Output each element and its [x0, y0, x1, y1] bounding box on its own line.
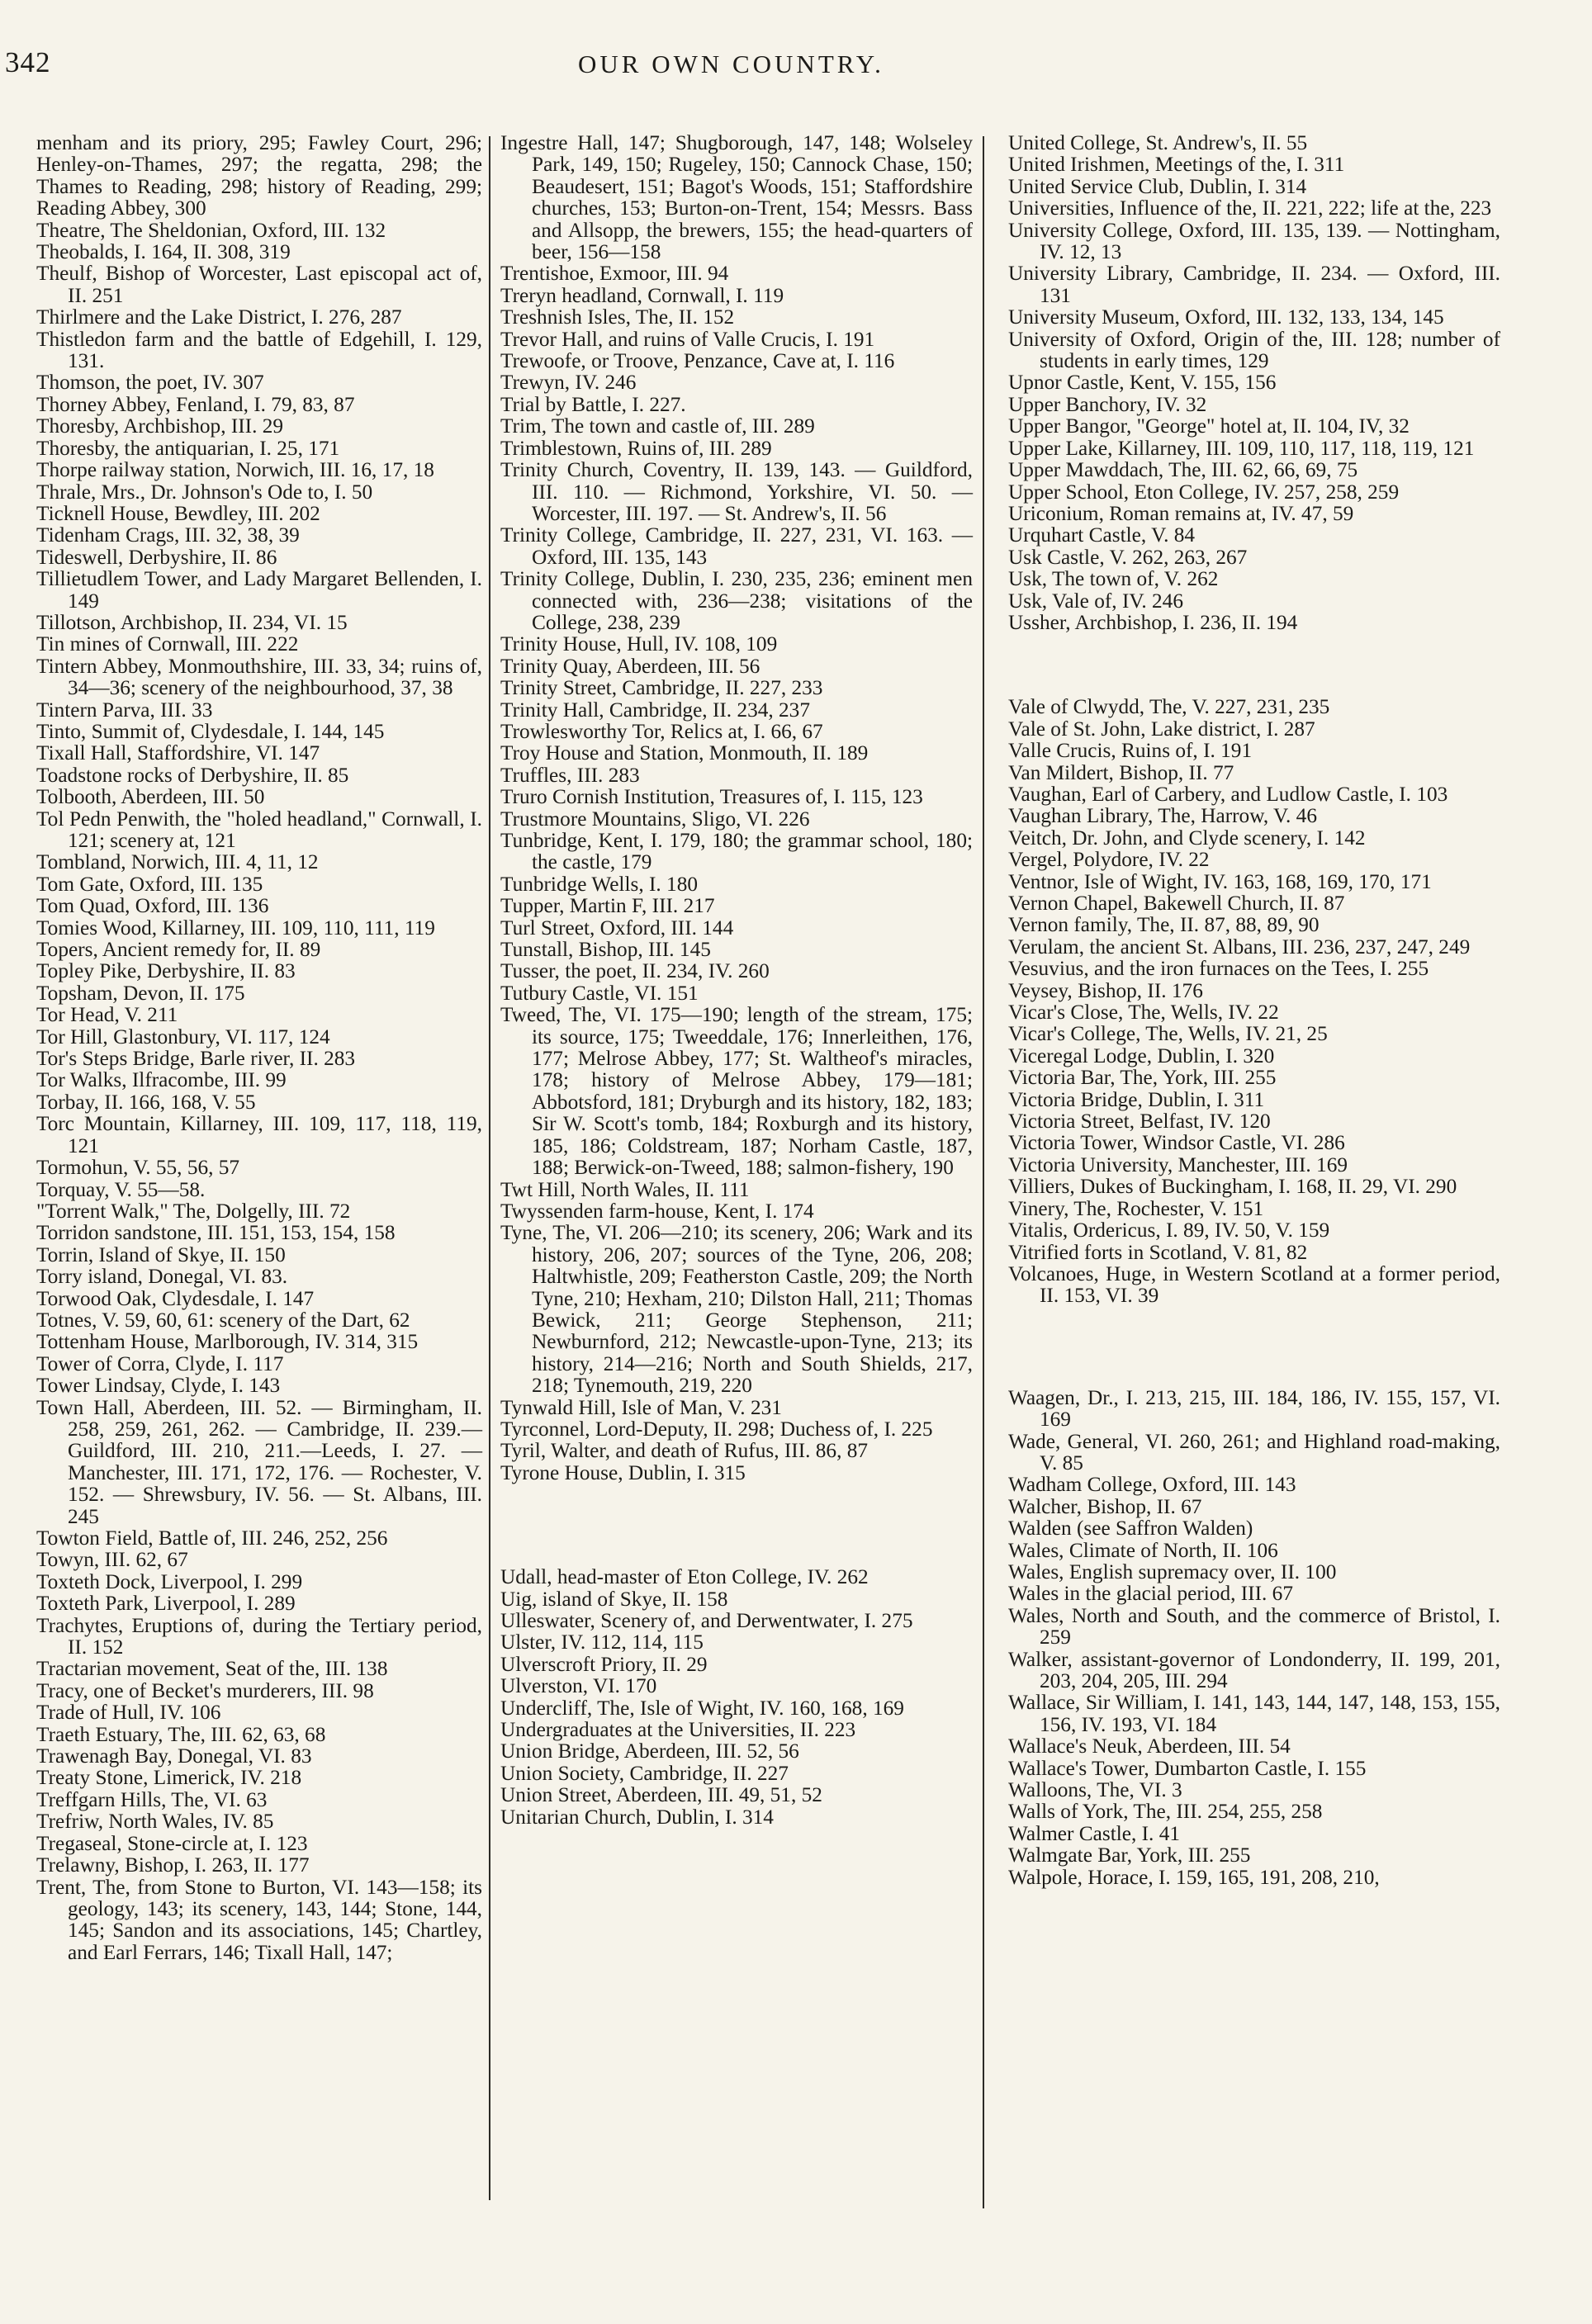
index-entry: Tractarian movement, Seat of the, III. 138 [36, 1657, 388, 1681]
index-entry: Trinity Hall, Cambridge, II. 234, 237 [500, 698, 810, 722]
index-entry: Upper Lake, Killarney, III. 109, 110, 117, 118, 119, 121 [1008, 436, 1475, 460]
index-entry: Universities, Influence of the, II. 221, 222; life at the, 223 [1008, 196, 1492, 220]
index-entry: Victoria Bar, The, York, III. 255 [1008, 1066, 1277, 1090]
index-entry: Toadstone rocks of Derbyshire, II. 85 [36, 763, 349, 787]
index-entry: Vicar's College, The, Wells, IV. 21, 25 [1008, 1022, 1328, 1046]
index-entry: Wadham College, Oxford, III. 143 [1008, 1473, 1296, 1497]
index-column-2 [500, 132, 973, 1828]
index-entry: Upnor Castle, Kent, V. 155, 156 [1008, 371, 1277, 395]
index-entry: Ingestre Hall, 147; Shugborough, 147, 148; Wolseley Park, 149, 150; Rugeley, 150; Cannock Chase, 150; Beaudesert, 151; Bagot's Woods, 151; Staffordshire churches, 153; Burton-on-Trent, 154; Messrs. Bass and Allsopp, the brewers, 155; the head-quarters of beer, 156—158 [500, 131, 973, 264]
index-entry: Tweed, The, VI. 175—190; length of the stream, 175; its source, 175; Tweeddale, 176; Innerleithen, 176, 177; Melrose Abbey, 177; St. Waltheof's miracles, 178; history of Melrose Abbey, 179—181; Abbotsford, 181; Dryburgh and its history, 182, 183; Sir W. Scott's tomb, 184; Roxburgh and its history, 185, 186; Coldstream, 187; Norham Castle, 187, 188; Berwick-on-Tweed, 188; salmon-fishery, 190 [500, 1003, 973, 1180]
index-entry: Ussher, Archbishop, I. 236, II. 194 [1008, 610, 1298, 634]
index-entry: Thorpe railway station, Norwich, III. 16, 17, 18 [36, 458, 434, 482]
index-entry: Walker, assistant-governor of Londonderry, II. 199, 201, 203, 204, 205, III. 294 [1008, 1647, 1500, 1692]
index-entry: Tower of Corra, Clyde, I. 117 [36, 1351, 284, 1375]
index-entry: United Irishmen, Meetings of the, I. 311 [1008, 153, 1345, 177]
index-entry: Udall, head-master of Eton College, IV. 262 [500, 1565, 869, 1589]
index-entry: Trinity Quay, Aberdeen, III. 56 [500, 654, 760, 678]
index-entry: Victoria University, Manchester, III. 169 [1008, 1153, 1348, 1176]
index-entry: Union Bridge, Aberdeen, III. 52, 56 [500, 1739, 799, 1763]
index-entry: Vicar's Close, The, Wells, IV. 22 [1008, 1001, 1279, 1025]
letter-group-spacer [1008, 633, 1500, 696]
index-entry: Union Street, Aberdeen, III. 49, 51, 52 [500, 1783, 822, 1807]
index-entry: Walpole, Horace, I. 159, 165, 191, 208, 210, [1008, 1865, 1380, 1889]
index-entry: Waagen, Dr., I. 213, 215, III. 184, 186, IV. 155, 157, VI. 169 [1008, 1385, 1500, 1432]
index-entry: Villiers, Dukes of Buckingham, I. 168, II. 29, VI. 290 [1008, 1175, 1457, 1199]
index-entry: Topsham, Devon, II. 175 [36, 981, 245, 1005]
column-divider-1 [489, 136, 490, 2200]
index-entry: Walmgate Bar, York, III. 255 [1008, 1844, 1251, 1867]
index-entry: Trimblestown, Ruins of, III. 289 [500, 436, 772, 460]
index-entry: Thrale, Mrs., Dr. Johnson's Ode to, I. 50 [36, 480, 373, 504]
index-entry: Towton Field, Battle of, III. 246, 252, 256 [36, 1526, 388, 1550]
index-entry: Veitch, Dr. John, and Clyde scenery, I. 142 [1008, 826, 1366, 850]
index-entry: Walcher, Bishop, II. 67 [1008, 1494, 1202, 1518]
index-entry: Vernon family, The, II. 87, 88, 89, 90 [1008, 913, 1320, 937]
index-entry: Walden (see Saffron Walden) [1008, 1517, 1253, 1541]
index-entry: Usk Castle, V. 262, 263, 267 [1008, 545, 1248, 569]
index-entry: Thirlmere and the Lake District, I. 276, 287 [36, 305, 402, 329]
index-entry: menham and its priory, 295; Fawley Court, 296; Henley-on-Thames, 297; the regatta, 298; the Thames to Reading, 298; history of Reading, 299; Reading Abbey, 300 [36, 131, 482, 220]
index-entry: Toxteth Dock, Liverpool, I. 299 [36, 1569, 303, 1593]
index-entry: Tyril, Walter, and death of Rufus, III. 86, 87 [500, 1439, 869, 1463]
index-entry: Treffgarn Hills, The, VI. 63 [36, 1787, 268, 1811]
index-entry: Trim, The town and castle of, III. 289 [500, 414, 815, 438]
index-entry: Trefriw, North Wales, IV. 85 [36, 1810, 274, 1834]
index-entry: Tottenham House, Marlborough, IV. 314, 315 [36, 1330, 419, 1354]
index-entry: Truro Cornish Institution, Treasures of, I. 115, 123 [500, 785, 923, 809]
index-entry: Wales, Climate of North, II. 106 [1008, 1538, 1278, 1562]
index-entry: Wallace's Neuk, Aberdeen, III. 54 [1008, 1735, 1291, 1758]
index-entry: Tregaseal, Stone-circle at, I. 123 [36, 1831, 308, 1855]
index-entry: Walloons, The, VI. 3 [1008, 1778, 1182, 1802]
index-entry: Victoria Bridge, Dublin, I. 311 [1008, 1087, 1265, 1111]
index-entry: Vesuvius, and the iron furnaces on the Tees, I. 255 [1008, 957, 1429, 981]
index-entry: Wales, English supremacy over, II. 100 [1008, 1560, 1337, 1583]
index-entry: Thoresby, the antiquarian, I. 25, 171 [36, 436, 340, 460]
index-entry: Torridon sandstone, III. 151, 153, 154, 158 [36, 1221, 396, 1245]
index-entry: Ulster, IV. 112, 114, 115 [500, 1631, 704, 1654]
index-entry: Twt Hill, North Wales, II. 111 [500, 1177, 750, 1201]
index-entry: Thorney Abbey, Fenland, I. 79, 83, 87 [36, 392, 355, 416]
column-divider-2 [983, 136, 984, 2208]
index-entry: Wales in the glacial period, III. 67 [1008, 1582, 1293, 1606]
index-entry: University Museum, Oxford, III. 132, 133, 134, 145 [1008, 305, 1444, 329]
index-entry: Vinery, The, Rochester, V. 151 [1008, 1196, 1264, 1220]
index-entry: Troy House and Station, Monmouth, II. 189 [500, 741, 869, 765]
index-entry: Vitalis, Ordericus, I. 89, IV. 50, V. 159 [1008, 1219, 1330, 1242]
index-entry: Theatre, The Sheldonian, Oxford, III. 132 [36, 218, 386, 242]
index-entry: Wales, North and South, and the commerce of Bristol, I. 259 [1008, 1603, 1500, 1650]
index-entry: Tintern Abbey, Monmouthshire, III. 33, 34; ruins of, 34—36; scenery of the neighbourhood, 37, 38 [36, 654, 482, 700]
index-entry: University College, Oxford, III. 135, 139. — Nottingham, IV. 12, 13 [1008, 218, 1500, 264]
index-entry: Tormohun, V. 55, 56, 57 [36, 1156, 240, 1180]
index-entry: Trelawny, Bishop, I. 263, II. 177 [36, 1853, 310, 1877]
index-entry: Tower Lindsay, Clyde, I. 143 [36, 1374, 281, 1398]
index-entry: Vaughan Library, The, Harrow, V. 46 [1008, 804, 1317, 828]
index-entry: Town Hall, Aberdeen, III. 52. — Birmingham, II. 258, 259, 261, 262. — Cambridge, II. 239.—Guildford, III. 210, 211.—Leeds, I. 27. — Manchester, III. 171, 172, 176. — Rochester, V. 152. — Shrewsbury, IV. 56. — St. Albans, III. 245 [36, 1395, 482, 1528]
index-entry: Torrin, Island of Skye, II. 150 [36, 1242, 286, 1266]
index-entry: Viceregal Lodge, Dublin, I. 320 [1008, 1044, 1275, 1067]
index-entry: Theulf, Bishop of Worcester, Last episcopal act of, II. 251 [36, 262, 482, 307]
index-column-3 [1008, 132, 1500, 1888]
index-entry: University Library, Cambridge, II. 234. — Oxford, III. 131 [1008, 262, 1500, 307]
index-entry: Ulverston, VI. 170 [500, 1674, 657, 1698]
index-entry: Upper School, Eton College, IV. 257, 258, 259 [1008, 480, 1400, 504]
index-entry: Tinto, Summit of, Clydesdale, I. 144, 145 [36, 719, 385, 743]
index-entry: Union Society, Cambridge, II. 227 [500, 1761, 789, 1785]
index-entry: Walls of York, The, III. 254, 255, 258 [1008, 1800, 1323, 1824]
index-entry: Torry island, Donegal, VI. 83. [36, 1265, 288, 1289]
index-entry: Vitrified forts in Scotland, V. 81, 82 [1008, 1240, 1308, 1264]
index-entry: Trial by Battle, I. 227. [500, 392, 686, 416]
index-entry: Tunbridge, Kent, I. 179, 180; the grammar school, 180; the castle, 179 [500, 829, 973, 874]
index-entry: Vaughan, Earl of Carbery, and Ludlow Castle, I. 103 [1008, 782, 1448, 806]
index-entry: Wallace's Tower, Dumbarton Castle, I. 155 [1008, 1756, 1367, 1780]
index-entry: Tyrconnel, Lord-Deputy, II. 298; Duchess of, I. 225 [500, 1417, 933, 1441]
index-entry: Urquhart Castle, V. 84 [1008, 523, 1196, 547]
index-entry: Towyn, III. 62, 67 [36, 1548, 188, 1572]
index-entry: Trewoofe, or Troove, Penzance, Cave at, I. 116 [500, 349, 895, 373]
index-entry: Trade of Hull, IV. 106 [36, 1701, 221, 1725]
index-entry: Tutbury Castle, VI. 151 [500, 981, 699, 1005]
index-entry: Tixall Hall, Staffordshire, VI. 147 [36, 741, 320, 765]
page-number: 342 [5, 46, 51, 78]
index-entry: Tom Quad, Oxford, III. 136 [36, 894, 269, 918]
index-entry: Torquay, V. 55—58. [36, 1177, 206, 1201]
index-entry: Trinity Church, Coventry, II. 139, 143. — Guildford, III. 110. — Richmond, Yorkshire, VI. 50. — Worcester, III. 197. — St. Andrew's, II. 56 [500, 458, 973, 525]
index-entry: Tol Pedn Penwith, the "holed headland," Cornwall, I. 121; scenery at, 121 [36, 807, 482, 852]
index-entry: Upper Bangor, "George" hotel at, II. 104, IV, 32 [1008, 414, 1410, 438]
index-entry: Undercliff, The, Isle of Wight, IV. 160, 168, 169 [500, 1696, 904, 1720]
index-entry: Torc Mountain, Killarney, III. 109, 117, 118, 119, 121 [36, 1112, 482, 1157]
index-entry: Tombland, Norwich, III. 4, 11, 12 [36, 850, 319, 874]
index-entry: Upper Banchory, IV. 32 [1008, 392, 1207, 416]
index-entry: Volcanoes, Huge, in Western Scotland at a former period, II. 153, VI. 39 [1008, 1261, 1500, 1308]
index-entry: Vernon Chapel, Bakewell Church, II. 87 [1008, 892, 1345, 915]
index-entry: Tupper, Martin F, III. 217 [500, 894, 715, 918]
index-entry: Tidenham Crags, III. 32, 38, 39 [36, 523, 300, 547]
index-entry: Walmer Castle, I. 41 [1008, 1821, 1181, 1845]
letter-group-spacer [500, 1484, 973, 1566]
index-entry: Toxteth Park, Liverpool, I. 289 [36, 1592, 296, 1616]
index-entry: Veysey, Bishop, II. 176 [1008, 978, 1203, 1002]
index-entry: Truffles, III. 283 [500, 763, 640, 787]
index-entry: Trawenagh Bay, Donegal, VI. 83 [36, 1744, 312, 1768]
index-entry: Thistledon farm and the battle of Edgehill, I. 129, 131. [36, 327, 482, 373]
index-entry: Usk, Vale of, IV. 246 [1008, 589, 1183, 613]
index-entry: Upper Mawddach, The, III. 62, 66, 69, 75 [1008, 458, 1358, 482]
index-entry: Trinity College, Cambridge, II. 227, 231, VI. 163. — Oxford, III. 135, 143 [500, 523, 973, 569]
index-entry: Van Mildert, Bishop, II. 77 [1008, 760, 1234, 784]
index-entry: Tracy, one of Becket's murderers, III. 98 [36, 1678, 374, 1702]
index-entry: Thomson, the poet, IV. 307 [36, 371, 264, 395]
running-title: OUR OWN COUNTRY. [578, 50, 884, 78]
index-entry: Unitarian Church, Dublin, I. 314 [500, 1805, 774, 1829]
index-entry: Trinity College, Dublin, I. 230, 235, 236; eminent men connected with, 236—238; visitations of the College, 238, 239 [500, 567, 973, 634]
index-entry: Vale of St. John, Lake district, I. 287 [1008, 717, 1315, 741]
index-entry: Torbay, II. 166, 168, V. 55 [36, 1090, 256, 1114]
index-entry: Tom Gate, Oxford, III. 135 [36, 872, 263, 896]
index-entry: Victoria Tower, Windsor Castle, VI. 286 [1008, 1131, 1345, 1155]
index-entry: Tor Walks, Ilfracombe, III. 99 [36, 1068, 287, 1092]
index-entry: Torwood Oak, Clydesdale, I. 147 [36, 1286, 315, 1310]
index-entry: Uriconium, Roman remains at, IV. 47, 59 [1008, 501, 1354, 525]
index-entry: Tusser, the poet, II. 234, IV. 260 [500, 959, 770, 983]
index-entry: "Torrent Walk," The, Dolgelly, III. 72 [36, 1199, 351, 1223]
page-header [0, 40, 1592, 89]
index-entry: Vale of Clwydd, The, V. 227, 231, 235 [1008, 695, 1330, 719]
index-entry: Trowlesworthy Tor, Relics at, I. 66, 67 [500, 719, 823, 743]
index-entry: Tor Hill, Glastonbury, VI. 117, 124 [36, 1025, 330, 1048]
index-entry: University of Oxford, Origin of the, III. 128; number of students in early times, 129 [1008, 327, 1500, 373]
index-column-1 [36, 132, 482, 1963]
index-entry: Tin mines of Cornwall, III. 222 [36, 632, 299, 656]
index-entry: Theobalds, I. 164, II. 308, 319 [36, 240, 291, 264]
index-entry: Treshnish Isles, The, II. 152 [500, 305, 735, 329]
index-entry: Verulam, the ancient St. Albans, III. 236, 237, 247, 249 [1008, 935, 1471, 958]
index-entry: Ulverscroft Priory, II. 29 [500, 1652, 708, 1676]
index-entry: Trustmore Mountains, Sligo, VI. 226 [500, 807, 810, 831]
index-entry: Ulleswater, Scenery of, and Derwentwater, I. 275 [500, 1609, 913, 1632]
index-entry: Tunbridge Wells, I. 180 [500, 872, 698, 896]
index-entry: Victoria Street, Belfast, IV. 120 [1008, 1110, 1271, 1134]
index-entry: Tomies Wood, Killarney, III. 109, 110, 111, 119 [36, 916, 435, 940]
index-entry: Traeth Estuary, The, III. 62, 63, 68 [36, 1722, 326, 1746]
index-entry: Tyrone House, Dublin, I. 315 [500, 1460, 746, 1484]
index-entry: United Service Club, Dublin, I. 314 [1008, 174, 1307, 198]
index-entry: Turl Street, Oxford, III. 144 [500, 916, 734, 940]
index-entry: Trinity House, Hull, IV. 108, 109 [500, 632, 778, 656]
index-entry: Tintern Parva, III. 33 [36, 698, 213, 722]
index-entry: Ventnor, Isle of Wight, IV. 163, 168, 169, 170, 171 [1008, 869, 1432, 893]
index-entry: Trevor Hall, and ruins of Valle Crucis, I. 191 [500, 327, 875, 351]
index-entry: Wade, General, VI. 260, 261; and Highland road-making, V. 85 [1008, 1429, 1500, 1474]
index-entry: Valle Crucis, Ruins of, I. 191 [1008, 739, 1253, 763]
index-entry: Tor's Steps Bridge, Barle river, II. 283 [36, 1047, 356, 1071]
index-entry: United College, St. Andrew's, II. 55 [1008, 131, 1308, 154]
index-entry: Treaty Stone, Limerick, IV. 218 [36, 1766, 302, 1790]
index-entry: Trentishoe, Exmoor, III. 94 [500, 262, 729, 286]
index-entry: Tillotson, Archbishop, II. 234, VI. 15 [36, 610, 348, 634]
index-entry: Totnes, V. 59, 60, 61: scenery of the Dart, 62 [36, 1308, 410, 1332]
index-entry: Vergel, Polydore, IV. 22 [1008, 848, 1210, 872]
index-entry: Tor Head, V. 211 [36, 1003, 178, 1027]
index-entry: Tolbooth, Aberdeen, III. 50 [36, 785, 265, 809]
index-entry: Tyne, The, VI. 206—210; its scenery, 206; Wark and its history, 206, 207; sources of the Tyne, 206, 208; Haltwhistle, 209; Featherston Castle, 209; the North Tyne, 210; Hexham, 210; Dilston Hall, 211; Thomas Bewick, 211; George Stephenson, 211; Newburnford, 212; Newcastle-upon-Tyne, 213; its history, 214—216; North and South Shields, 217, 218; Tynemouth, 219, 220 [500, 1221, 973, 1398]
index-entry: Topley Pike, Derbyshire, II. 83 [36, 959, 296, 983]
index-entry: Tillietudlem Tower, and Lady Margaret Bellenden, I. 149 [36, 567, 482, 613]
index-entry: Wallace, Sir William, I. 141, 143, 144, 147, 148, 153, 155, 156, IV. 193, VI. 184 [1008, 1691, 1500, 1736]
index-entry: Topers, Ancient remedy for, II. 89 [36, 938, 321, 962]
index-entry: Tideswell, Derbyshire, II. 86 [36, 545, 277, 569]
index-entry: Undergraduates at the Universities, II. 223 [500, 1718, 856, 1742]
index-entry: Tunstall, Bishop, III. 145 [500, 938, 711, 962]
index-entry: Thoresby, Archbishop, III. 29 [36, 414, 284, 438]
index-entry: Trachytes, Eruptions of, during the Tertiary period, II. 152 [36, 1613, 482, 1659]
index-entry: Usk, The town of, V. 262 [1008, 567, 1219, 591]
index-entry: Trewyn, IV. 246 [500, 371, 637, 395]
index-entry: Trent, The, from Stone to Burton, VI. 143—158; its geology, 143; its scenery, 143, 144; Stone, 144, 145; Sandon and its associations, 145; Chartley, and Earl Ferrars, 146; Tixall Hall, 147; [36, 1875, 482, 1964]
index-entry: Trinity Street, Cambridge, II. 227, 233 [500, 676, 823, 700]
index-entry: Ticknell House, Bewdley, III. 202 [36, 501, 320, 525]
index-entry: Treryn headland, Cornwall, I. 119 [500, 283, 784, 307]
letter-group-spacer [1008, 1307, 1500, 1387]
index-entry: Tynwald Hill, Isle of Man, V. 231 [500, 1395, 782, 1419]
index-entry: Twyssenden farm-house, Kent, I. 174 [500, 1199, 814, 1223]
index-entry: Uig, island of Skye, II. 158 [500, 1587, 728, 1611]
